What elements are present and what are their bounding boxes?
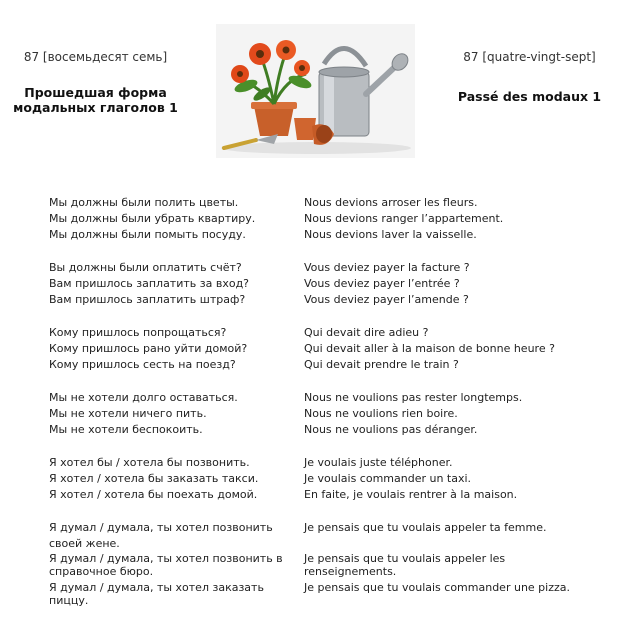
phrase-ru: Мы не хотели ничего пить. — [49, 407, 207, 420]
lesson-title-ru: Прошедшая форма модальных глаголов 1 — [13, 85, 178, 115]
phrase-row — [0, 227, 628, 243]
phrase-fr: Nous ne voulions pas rester longtemps. — [304, 391, 523, 404]
phrase-row — [0, 211, 628, 227]
phrase-group — [0, 260, 628, 308]
phrase-fr: En faite, je voulais rentrer à la maison. — [304, 488, 518, 501]
flowers-watering-can-illustration — [216, 24, 415, 158]
phrase-ru: Мы должны были помыть посуду. — [49, 228, 246, 241]
phrase-ru: Мы должны были полить цветы. — [49, 196, 239, 209]
phrase-fr: Je pensais que tu voulais appeler ta femme. — [304, 521, 547, 534]
left-header — [8, 50, 183, 115]
phrase-ru: Кому пришлось попрощаться? — [49, 326, 227, 339]
phrase-row — [0, 406, 628, 422]
phrase-ru: Я хотел бы / хотела бы позвонить. — [49, 456, 250, 469]
phrase-group — [0, 325, 628, 373]
phrase-fr: Nous devions arroser les fleurs. — [304, 196, 478, 209]
lesson-number-fr: 87 [quatre-vingt-sept] — [463, 50, 596, 64]
phrase-row — [0, 276, 628, 292]
phrase-row — [0, 292, 628, 308]
phrase-row — [0, 357, 628, 373]
phrase-fr: Je voulais juste téléphoner. — [304, 456, 453, 469]
phrase-row — [0, 390, 628, 406]
phrase-fr: Je pensais que tu voulais commander une pizza. — [304, 581, 570, 594]
right-header — [442, 50, 617, 104]
phrase-ru: Мы должны были убрать квартиру. — [49, 212, 256, 225]
phrase-table — [0, 195, 628, 624]
phrase-row — [0, 487, 628, 503]
phrase-fr: Vous deviez payer l’amende ? — [304, 293, 469, 306]
phrase-group — [0, 390, 628, 438]
phrase-ru: Я думал / думала, ты хотел заказать пиццу. — [49, 581, 264, 607]
phrase-fr: Vous deviez payer la facture ? — [304, 261, 470, 274]
phrase-ru: Я хотел / хотела бы поехать домой. — [49, 488, 258, 501]
phrase-fr: Qui devait prendre le train ? — [304, 358, 459, 371]
phrase-row — [0, 325, 628, 341]
phrase-fr: Nous devions laver la vaisselle. — [304, 228, 477, 241]
phrase-row — [0, 195, 628, 211]
phrase-group — [0, 455, 628, 503]
phrase-ru: Кому пришлось рано уйти домой? — [49, 342, 248, 355]
phrase-fr: Qui devait aller à la maison de bonne heure ? — [304, 342, 555, 355]
phrase-ru: Вам пришлось заплатить штраф? — [49, 293, 246, 306]
phrase-row — [0, 260, 628, 276]
phrase-ru: Я думал / думала, ты хотел позвонить в справочное бюро. — [49, 552, 283, 578]
phrase-fr: Nous ne voulions pas déranger. — [304, 423, 478, 436]
phrase-row — [0, 455, 628, 471]
phrase-fr: Nous devions ranger l’appartement. — [304, 212, 504, 225]
phrase-fr: Je voulais commander un taxi. — [304, 472, 472, 485]
phrase-ru: Вы должны были оплатить счёт? — [49, 261, 242, 274]
lesson-number-ru: 87 [восемьдесят семь] — [23, 50, 168, 64]
phrase-fr: Qui devait dire adieu ? — [304, 326, 429, 339]
phrase-row — [0, 520, 628, 552]
phrase-ru: Мы не хотели беспокоить. — [49, 423, 203, 436]
phrase-group — [0, 195, 628, 243]
lesson-title-fr: Passé des modaux 1 — [457, 89, 602, 104]
phrase-group — [0, 520, 628, 607]
phrase-fr: Nous ne voulions rien boire. — [304, 407, 458, 420]
phrase-ru: Я хотел / хотела бы заказать такси. — [49, 472, 259, 485]
phrase-row — [0, 552, 628, 578]
phrase-ru: Вам пришлось заплатить за вход? — [49, 277, 250, 290]
phrase-row — [0, 422, 628, 438]
phrase-fr: Vous deviez payer l’entrée ? — [304, 277, 460, 290]
phrase-ru: Я думал / думала, ты хотел позвонить своей жене. — [49, 521, 273, 550]
phrase-ru: Мы не хотели долго оставаться. — [49, 391, 238, 404]
phrase-fr: Je pensais que tu voulais appeler les renseignements. — [304, 552, 506, 578]
phrase-row — [0, 341, 628, 357]
phrase-ru: Кому пришлось сесть на поезд? — [49, 358, 236, 371]
phrase-row — [0, 581, 628, 607]
phrase-row — [0, 471, 628, 487]
